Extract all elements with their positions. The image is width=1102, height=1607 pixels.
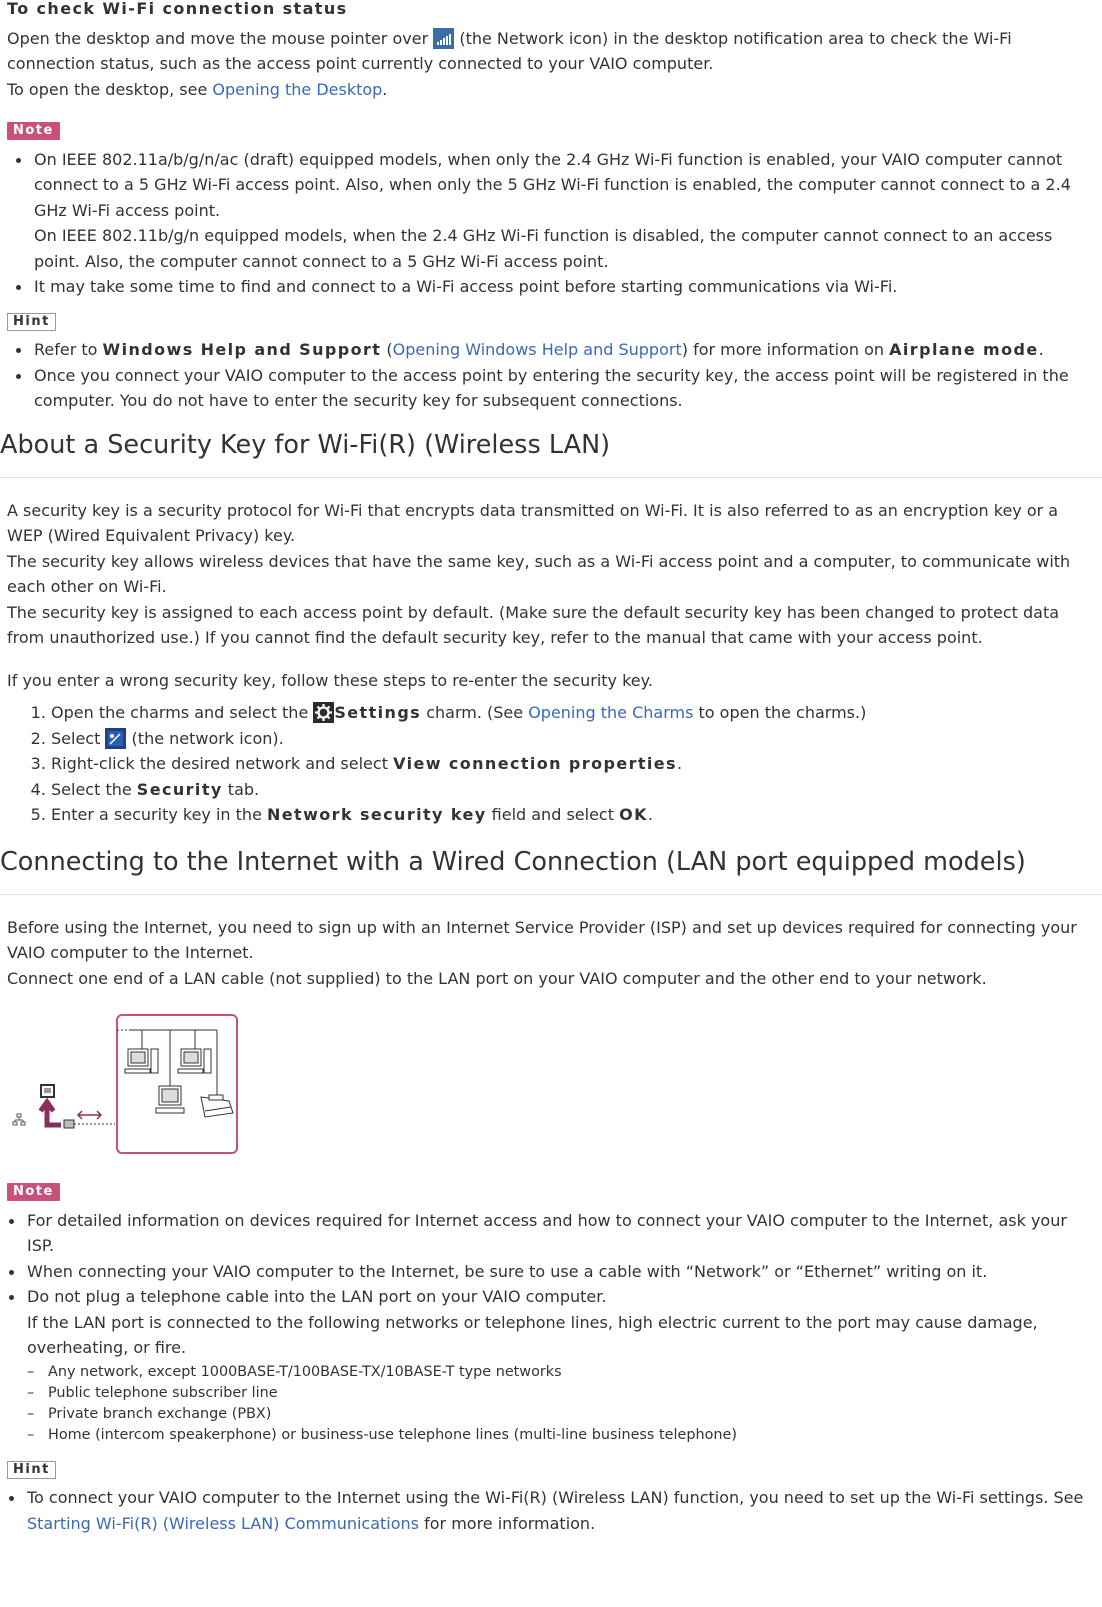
up-arrow-icon (42, 1102, 52, 1125)
desktop-pc-icon (156, 1086, 184, 1113)
list-item: Refer to Windows Help and Support (Opening Windows Help and Support) for more information on Airplane mode. (34, 337, 1098, 363)
list-item: To connect your VAIO computer to the Internet using the Wi-Fi(R) (Wireless LAN) function, you need to set up the Wi-Fi settings. See Starting Wi-Fi(R) (Wireless LAN) Communications for more information. (27, 1485, 1098, 1536)
gear-icon (313, 702, 334, 723)
list-item: When connecting your VAIO computer to the Internet, be sure to use a cable with “Network” or “Ethernet” writing on it. (27, 1259, 1098, 1285)
network-signal-icon (433, 28, 454, 49)
wired-heading: Connecting to the Internet with a Wired Connection (LAN port equipped models) (0, 845, 1102, 895)
wired-paragraph: Before using the Internet, you need to sign up with an Internet Service Provider (ISP) and set up devices required for connecting your VAIO computer to the Internet. (7, 917, 1077, 962)
hint-label: Hint (7, 313, 56, 331)
wifi-status-section (0, 0, 1102, 414)
open-desktop-paragraph: To open the desktop, see Opening the Desktop. (7, 79, 388, 99)
list-item: For detailed information on devices required for Internet access and how to connect your VAIO computer to the Internet, ask your ISP. (27, 1208, 1098, 1259)
security-key-section (0, 428, 1102, 828)
note-list (7, 147, 1098, 300)
sub-list (27, 1362, 1098, 1446)
sub-list-item: – Any network, except 1000BASE-T/100BASE-TX/10BASE-T type networks (48, 1362, 1098, 1383)
network-icon (105, 728, 126, 749)
lan-connection-diagram (7, 1011, 1098, 1161)
sub-list-item: – Home (intercom speakerphone) or business-use telephone lines (multi-line business telephone) (48, 1425, 1098, 1446)
desktop-pc-icon (125, 1049, 158, 1073)
security-paragraph: If you enter a wrong security key, follow these steps to re-enter the security key. (7, 670, 653, 690)
step-item: 2. Select (the network icon). (51, 726, 1098, 752)
wired-paragraph: Connect one end of a LAN cable (not supplied) to the LAN port on your VAIO computer and the other end to your network. (7, 968, 987, 988)
hint-list (7, 337, 1098, 414)
note-label: Note (7, 122, 60, 140)
step-item: 5. Enter a security key in the Network security key field and select OK. (51, 802, 1098, 828)
step-item: 4. Select the Security tab. (51, 777, 1098, 803)
security-paragraph: The security key allows wireless devices that have the same key, such as a Wi-Fi access point and a computer, to communicate with each other on Wi-Fi. (7, 551, 1071, 596)
security-key-heading: About a Security Key for Wi-Fi(R) (Wireless LAN) (0, 428, 1102, 478)
opening-windows-help-link[interactable]: Opening Windows Help and Support (392, 340, 682, 359)
security-paragraph: The security key is assigned to each access point by default. (Make sure the default security key has been changed to protect data from unauthorized use.) If you cannot find the default security key, refer to the manual that came with your access point. (7, 602, 1060, 647)
list-item: It may take some time to find and connect to a Wi-Fi access point before starting communications via Wi-Fi. (34, 274, 1098, 300)
network-frame (117, 1015, 237, 1153)
double-arrow-icon (78, 1111, 101, 1119)
sub-list-item: – Public telephone subscriber line (48, 1383, 1098, 1404)
security-paragraph: A security key is a security protocol for Wi-Fi that encrypts data transmitted on Wi-Fi. It is also referred to as an encryption key or a WEP (Wired Equivalent Privacy) key. (7, 500, 1059, 545)
list-item: Do not plug a telephone cable into the LAN port on your VAIO computer. If the LAN port is connected to the following networks or telephone lines, high electric current to the port may cause damage, overheating, or fire. – Any network, except 1000BASE-T/100BASE-TX/10BASE-T type networks – Public telephone subscriber line – Private branch exchange (PBX) – Home (intercom speakerphone) or business-use telephone lines (multi-line business telephone) (27, 1284, 1098, 1446)
hint-list (0, 1485, 1098, 1536)
wired-section (0, 845, 1102, 1537)
step-item: 1. Open the charms and select the Settings charm. (See Opening the Charms to open the charms.) (51, 700, 1098, 726)
note-list (0, 1208, 1098, 1446)
sub-list-item: – Private branch exchange (PBX) (48, 1404, 1098, 1425)
lan-symbol-icon (13, 1114, 25, 1125)
desktop-pc-icon (178, 1049, 211, 1073)
lan-plug-icon (64, 1120, 74, 1128)
hint-label: Hint (7, 1461, 56, 1479)
opening-the-desktop-link[interactable]: Opening the Desktop (212, 79, 383, 99)
wifi-status-paragraph: Open the desktop and move the mouse pointer over (the Network icon) in the desktop notification area to check the Wi-Fi connection status, such as the access point currently connected to your VAIO computer. (7, 28, 1012, 73)
wifi-status-title: To check Wi-Fi connection status (7, 0, 348, 18)
step-item: 3. Right-click the desired network and select View connection properties. (51, 751, 1098, 777)
opening-the-charms-link[interactable]: Opening the Charms (528, 703, 694, 722)
list-item: On IEEE 802.11a/b/g/n/ac (draft) equipped models, when only the 2.4 GHz Wi-Fi function is enabled, your VAIO computer cannot connect to a 5 GHz Wi-Fi access point. Also, when only the 5 GHz Wi-Fi function is enabled, the computer cannot connect to a 2.4 GHz Wi-Fi access point. On IEEE 802.11b/g/n equipped models, when the 2.4 GHz Wi-Fi function is disabled, the computer cannot connect to an access point. Also, the computer cannot connect to a 5 GHz Wi-Fi access point. (34, 147, 1098, 275)
list-item: Once you connect your VAIO computer to the access point by entering the security key, the access point will be registered in the computer. You do not have to enter the security key for subsequent connections. (34, 363, 1098, 414)
steps-list (7, 700, 1098, 828)
note-label: Note (7, 1183, 60, 1201)
starting-wifi-link[interactable]: Starting Wi-Fi(R) (Wireless LAN) Communications (27, 1513, 420, 1533)
